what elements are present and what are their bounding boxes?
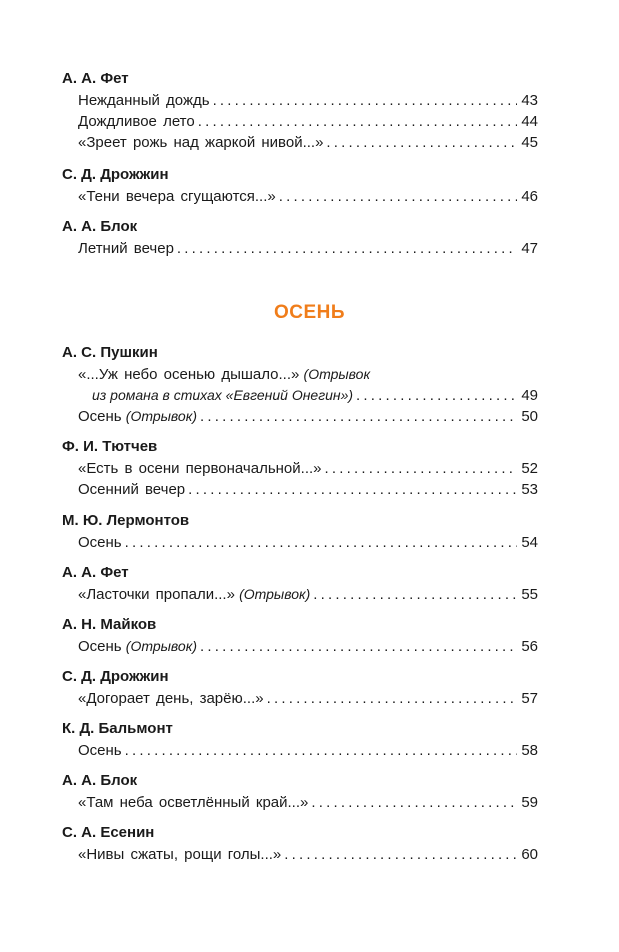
toc-entry[interactable] (62, 532, 538, 553)
author-name: А. А. Блок (62, 772, 138, 789)
dot-leader (200, 406, 517, 427)
page-number: 46 (521, 188, 538, 205)
page-number: 60 (521, 846, 538, 863)
entry-note: (Отрывок) (125, 408, 197, 424)
toc-entry[interactable] (62, 584, 538, 605)
toc-entry[interactable] (62, 186, 538, 207)
dot-leader (311, 792, 517, 813)
dot-leader (200, 636, 517, 657)
entry-note: (Отрывок (303, 366, 371, 382)
entry-title: Летний вечер (78, 240, 174, 257)
toc-entry[interactable] (62, 406, 538, 427)
entry-title: «Есть в осени первоначальной...» (78, 460, 322, 477)
toc-entry[interactable] (62, 111, 538, 132)
toc-author-group (62, 68, 538, 153)
dot-leader (267, 688, 518, 709)
entry-title: «Зреет рожь над жаркой нивой...» (78, 134, 324, 151)
toc-entry[interactable] (62, 688, 538, 709)
author-name: А. А. Фет (62, 564, 129, 581)
entry-title: Осень (78, 534, 122, 551)
toc-entry[interactable] (62, 636, 538, 657)
entry-title: Дождливое лето (78, 113, 195, 130)
entry-title: Осень (78, 638, 122, 655)
dot-leader (279, 186, 518, 207)
entry-note: (Отрывок) (125, 638, 197, 654)
author-name: С. Д. Дрожжин (62, 166, 169, 183)
page-number: 56 (521, 638, 538, 655)
author-name: Ф. И. Тютчев (62, 438, 158, 455)
author-name: А. Н. Майков (62, 616, 157, 633)
dot-leader (325, 458, 518, 479)
page-number: 47 (521, 240, 538, 257)
page-number: 49 (521, 387, 538, 404)
toc-entry[interactable] (62, 479, 538, 500)
toc-entry[interactable] (62, 238, 538, 259)
author-name: М. Ю. Лермонтов (62, 512, 190, 529)
dot-leader (213, 90, 518, 111)
author-name: А. С. Пушкин (62, 344, 158, 361)
page-number: 50 (521, 408, 538, 425)
toc-author-group (62, 822, 538, 865)
author-name: С. А. Есенин (62, 824, 155, 841)
entry-title: «Ласточки пропали...» (78, 586, 235, 603)
toc-entry[interactable] (62, 458, 538, 479)
dot-leader (177, 238, 517, 259)
entry-note: (Отрывок) (239, 586, 311, 602)
toc-author-group (62, 562, 538, 605)
section-title: ОСЕНЬ (273, 302, 346, 323)
toc-author-group (62, 666, 538, 709)
entry-title: «Тени вечера сгущаются...» (78, 188, 276, 205)
page-number: 44 (521, 113, 538, 130)
entry-title: Осенний вечер (78, 481, 186, 498)
toc-author-group (62, 718, 538, 761)
toc-entry[interactable] (62, 844, 538, 865)
dot-leader (313, 584, 517, 605)
toc-entry-continuation[interactable] (62, 385, 538, 406)
entry-title: «Нивы сжаты, рощи голы...» (78, 846, 282, 863)
page-number: 57 (521, 690, 538, 707)
page-number: 59 (521, 794, 538, 811)
dot-leader (284, 844, 517, 865)
dot-leader (188, 479, 517, 500)
entry-continuation: из романа в стихах «Евгений Онегин») (92, 387, 354, 403)
page-number: 58 (521, 742, 538, 759)
toc-author-group (62, 510, 538, 553)
toc-author-group (62, 614, 538, 657)
page-number: 53 (521, 481, 538, 498)
entry-title: «Догорает день, зарёю...» (78, 690, 264, 707)
entry-title: «...Уж небо осенью дышало...» (78, 366, 300, 383)
toc-author-group (62, 770, 538, 813)
dot-leader (356, 385, 517, 406)
dot-leader (198, 111, 518, 132)
toc-author-group (62, 342, 538, 427)
toc-author-group (62, 216, 538, 259)
toc-entry[interactable] (62, 740, 538, 761)
toc-entry[interactable] (62, 132, 538, 153)
page-number: 54 (521, 534, 538, 551)
toc-entry-first-line[interactable] (62, 364, 538, 385)
page-number: 43 (521, 92, 538, 109)
author-name: К. Д. Бальмонт (62, 720, 173, 737)
toc-entry[interactable] (62, 792, 538, 813)
entry-title: «Там неба осветлённый край...» (78, 794, 309, 811)
page-number: 55 (521, 586, 538, 603)
author-name: А. А. Фет (62, 70, 129, 87)
entry-title: Осень (78, 408, 122, 425)
page-number: 45 (521, 134, 538, 151)
author-name: С. Д. Дрожжин (62, 668, 169, 685)
page-number: 52 (521, 460, 538, 477)
dot-leader (326, 132, 517, 153)
toc-entry[interactable] (62, 90, 538, 111)
dot-leader (125, 740, 518, 761)
dot-leader (125, 532, 518, 553)
toc-author-group (62, 436, 538, 500)
toc-author-group (62, 164, 538, 207)
author-name: А. А. Блок (62, 218, 138, 235)
entry-title: Нежданный дождь (78, 92, 210, 109)
entry-title: Осень (78, 742, 122, 759)
